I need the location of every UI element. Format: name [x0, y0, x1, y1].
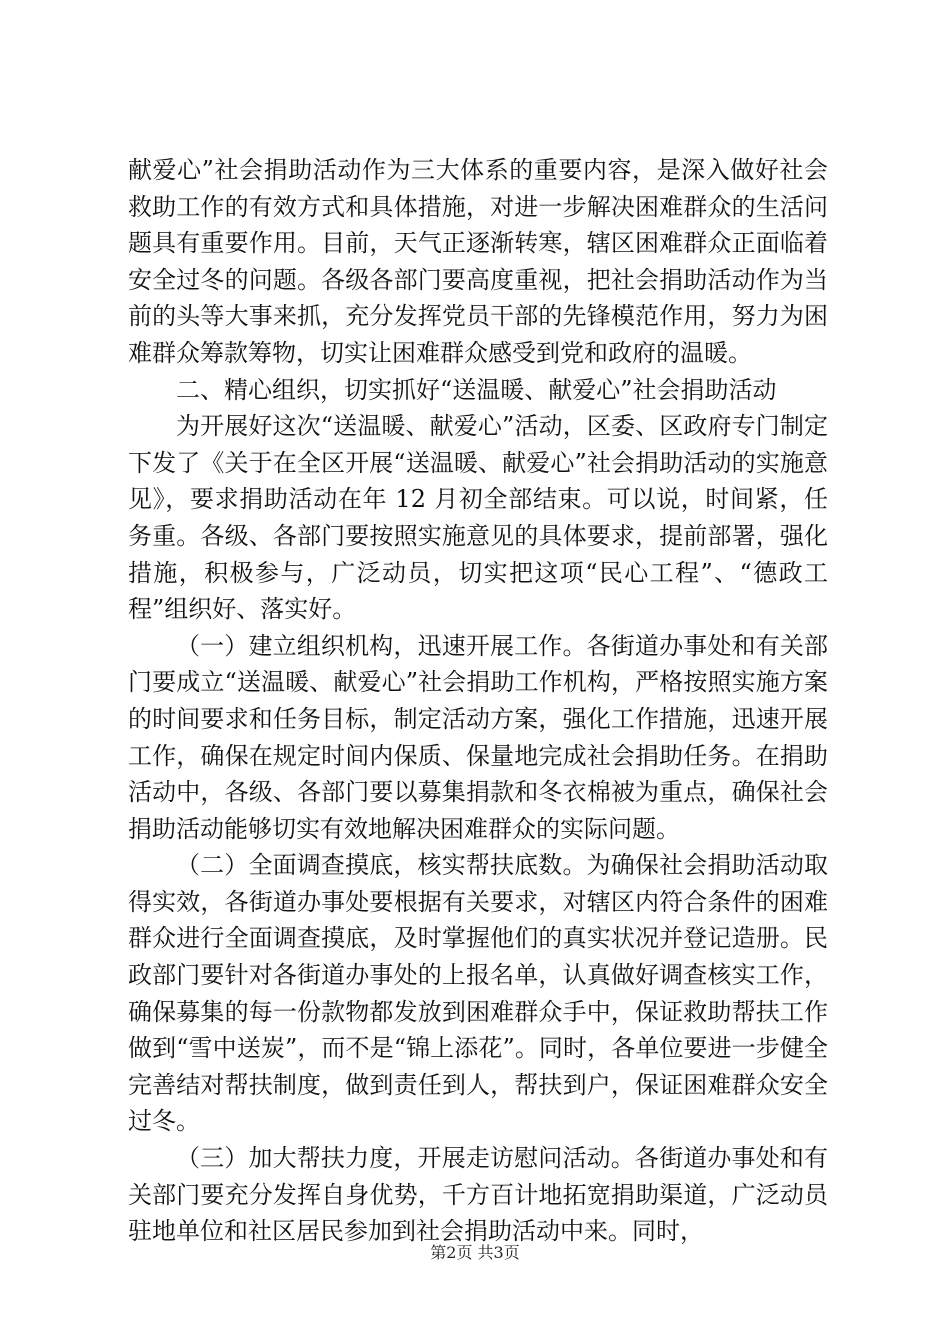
- paragraph-item-1: （一）建立组织机构，迅速开展工作。各街道办事处和有关部门要成立“送温暖、献爱心”社会捐助工作机构，严格按照实施方案的时间要求和任务目标，制定活动方案，强化工作措施，迅速开展工作，确保在规定时间内保质、保量地完成社会捐助任务。在捐助活动中，各级、各部门要以募集捐款和冬衣棉被为重点，确保社会捐助活动能够切实有效地解决困难群众的实际问题。: [128, 631, 828, 843]
- paragraph-item-3: （三）加大帮扶力度，开展走访慰问活动。各街道办事处和有关部门要充分发挥自身优势，千方百计地拓宽捐助渠道，广泛动员驻地单位和社区居民参加到社会捐助活动中来。同时，: [128, 1144, 828, 1246]
- paragraph-implementation-opinion: 为开展好这次“送温暖、献爱心”活动，区委、区政府专门制定下发了《关于在全区开展“送温暖、献爱心”社会捐助活动的实施意见》，要求捐助活动在年 12 月初全部结束。可以说，时间紧，任务重。各级、各部门要按照实施意见的具体要求，提前部署，强化措施，积极参与，广泛动员，切实把这项“民心工程”、“德政工程”组织好、落实好。: [128, 412, 828, 624]
- paragraph-continuation: 献爱心”社会捐助活动作为三大体系的重要内容，是深入做好社会救助工作的有效方式和具体措施，对进一步解决困难群众的生活问题具有重要作用。目前，天气正逐渐转寒，辖区困难群众正面临着安全过冬的问题。各级各部门要高度重视，把社会捐助活动作为当前的头等大事来抓，充分发挥党员干部的先锋模范作用，努力为困难群众筹款筹物，切实让困难群众感受到党和政府的温暖。: [128, 156, 828, 367]
- paragraph-item-2: （二）全面调查摸底，核实帮扶底数。为确保社会捐助活动取得实效，各街道办事处要根据有关要求，对辖区内符合条件的困难群众进行全面调查摸底，及时掌握他们的真实状况并登记造册。民政部门要针对各街道办事处的上报名单，认真做好调查核实工作，确保募集的每一份款物都发放到困难群众手中，保证救助帮扶工作做到“雪中送炭”，而不是“锦上添花”。同时，各单位要进一步健全完善结对帮扶制度，做到责任到人，帮扶到户，保证困难群众安全过冬。: [128, 851, 828, 1136]
- section-heading-2: 二、精心组织，切实抓好“送温暖、献爱心”社会捐助活动: [176, 375, 777, 404]
- body-text: [128, 152, 828, 1250]
- page-footer: 第2页 共3页: [430, 1243, 520, 1262]
